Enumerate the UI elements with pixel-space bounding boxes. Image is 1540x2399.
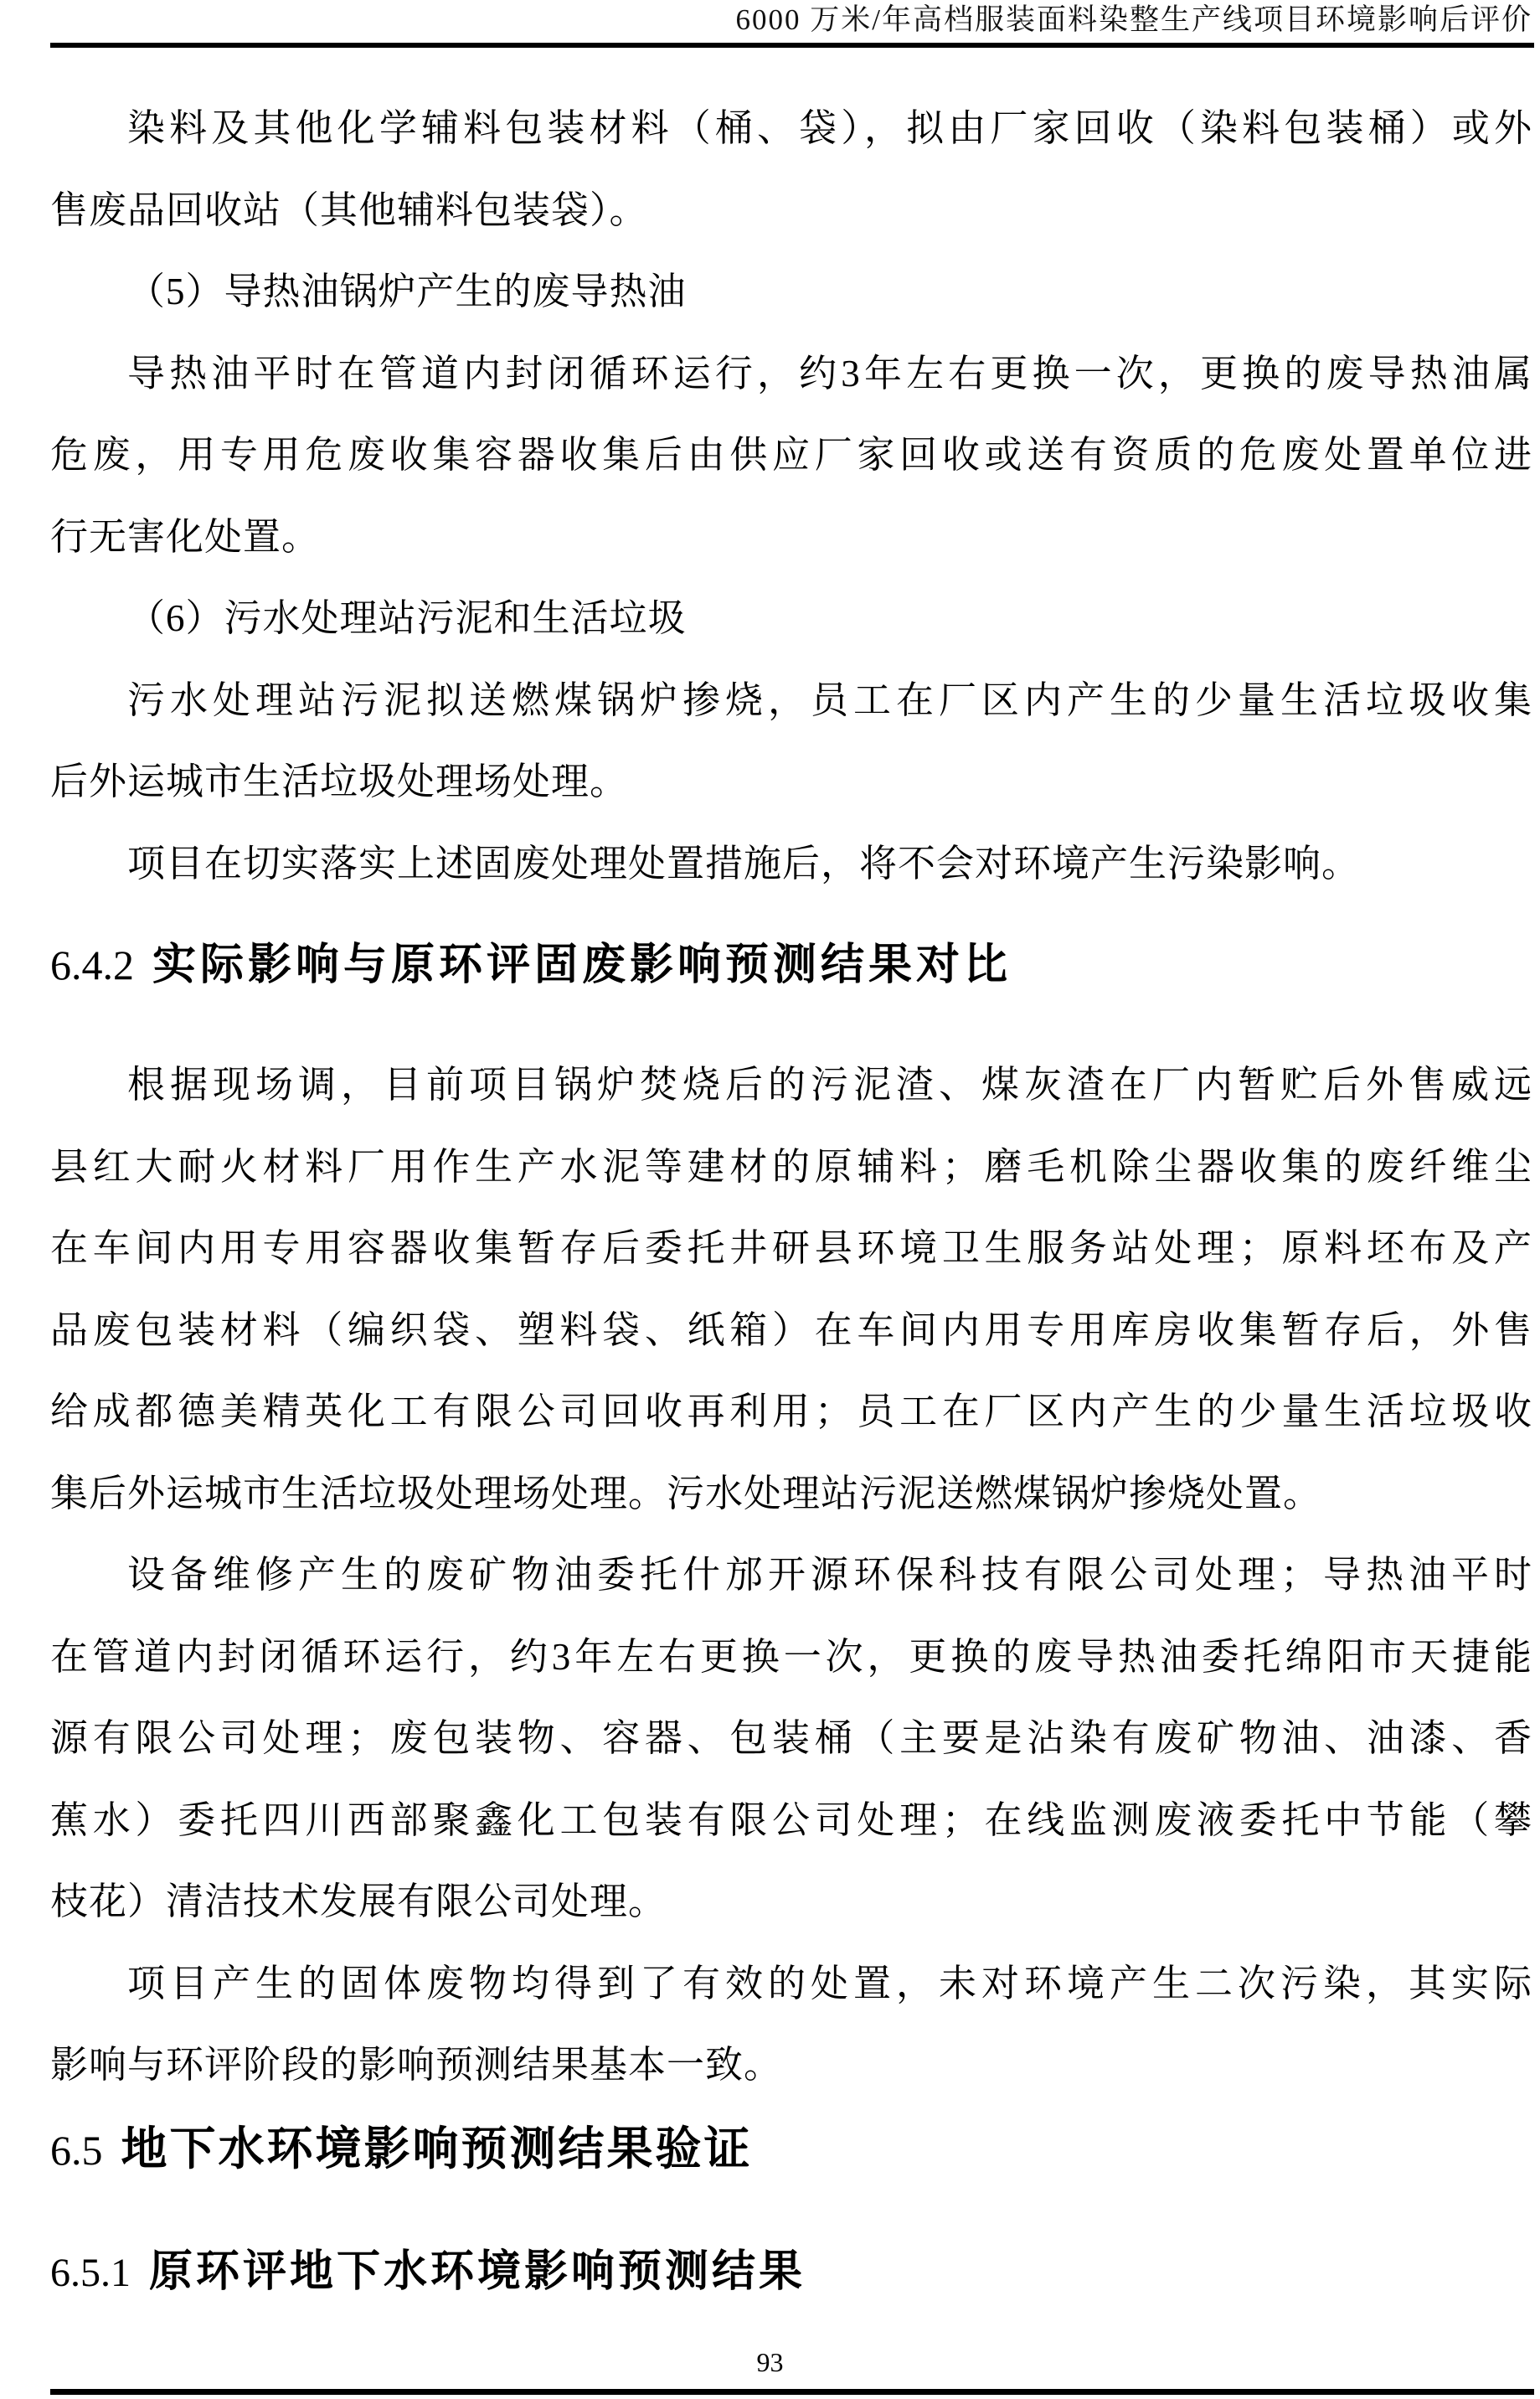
section-number: 6.5 — [50, 2126, 103, 2174]
body-line: 枝花）清洁技术发展有限公司处理。 — [50, 1881, 667, 1922]
section-heading-6-5 — [50, 2107, 1532, 2200]
footer-divider — [50, 2389, 1534, 2395]
body-line: 设备维修产生的废矿物油委托什邡开源环保科技有限公司处理；导热油平时 — [127, 1554, 1532, 1596]
body-line: 源有限公司处理；废包装物、容器、包装桶（主要是沾染有废矿物油、油漆、香 — [50, 1717, 1532, 1759]
body-line: 品废包装材料（编织袋、塑料袋、纸箱）在车间内用专用库房收集暂存后，外售 — [50, 1308, 1532, 1351]
body-line: 蕉水）委托四川西部聚鑫化工包装有限公司处理；在线监测废液委托中节能（攀 — [50, 1798, 1532, 1841]
body-line: 影响与环评阶段的影响预测结果基本一致。 — [50, 2044, 783, 2086]
section-heading-6-5-1 — [50, 2232, 1532, 2320]
header-divider — [50, 43, 1534, 48]
section-number: 6.5.1 — [50, 2250, 131, 2295]
section-number: 6.4.2 — [50, 942, 134, 988]
body-line: （6）污水处理站污泥和生活垃圾 — [127, 597, 687, 639]
body-line: （5）导热油锅炉产生的废导热油 — [127, 271, 687, 312]
body-line: 在管道内封闭循环运行，约3年左右更换一次，更换的废导热油委托绵阳市天捷能 — [50, 1635, 1532, 1678]
body-line: 给成都德美精英化工有限公司回收再利用；员工在厂区内产生的少量生活垃圾收 — [50, 1390, 1532, 1432]
body-line: 导热油平时在管道内封闭循环运行，约3年左右更换一次，更换的废导热油属 — [127, 352, 1532, 395]
body-line: 项目产生的固体废物均得到了有效的处置，未对环境产生二次污染，其实际 — [127, 1962, 1532, 2004]
body-line: 污水处理站污泥拟送燃煤锅炉掺烧，员工在厂区内产生的少量生活垃圾收集 — [127, 678, 1532, 721]
body-line: 染料及其他化学辅料包装材料（桶、袋），拟由厂家回收（染料包装桶）或外 — [127, 107, 1532, 149]
section-title: 实际影响与原环评固废影响预测结果对比 — [152, 941, 1012, 989]
page-header-title: 6000 万米/年高档服装面料染整生产线项目环境影响后评价 — [735, 3, 1532, 36]
body-line: 后外运城市生活垃圾处理场处理。 — [50, 761, 629, 802]
body-line: 在车间内用专用容器收集暂存后委托井研县环境卫生服务站处理；原料坯布及产 — [50, 1227, 1532, 1269]
section-heading-6-4-2 — [50, 923, 1532, 1015]
section-title: 地下水环境影响预测结果验证 — [121, 2122, 753, 2175]
body-line: 项目在切实落实上述固废处理处置措施后，将不会对环境产生污染影响。 — [127, 842, 1361, 885]
body-line: 县红大耐火材料厂用作生产水泥等建材的原辅料；磨毛机除尘器收集的废纤维尘 — [50, 1145, 1532, 1188]
section-title: 原环评地下水环境影响预测结果 — [149, 2247, 806, 2296]
body-line: 根据现场调，目前项目锅炉焚烧后的污泥渣、煤灰渣在厂内暂贮后外售威远 — [127, 1064, 1532, 1106]
body-line: 售废品回收站（其他辅料包装袋）。 — [50, 188, 648, 231]
body-line: 行无害化处置。 — [50, 515, 321, 558]
body-line: 集后外运城市生活垃圾处理场处理。污水处理站污泥送燃煤锅炉掺烧处置。 — [50, 1472, 1322, 1514]
body-line: 危废，用专用危废收集容器收集后由供应厂家回收或送有资质的危废处置单位进 — [50, 434, 1532, 476]
document-content — [50, 88, 1532, 2320]
page-number: 93 — [756, 2347, 784, 2377]
